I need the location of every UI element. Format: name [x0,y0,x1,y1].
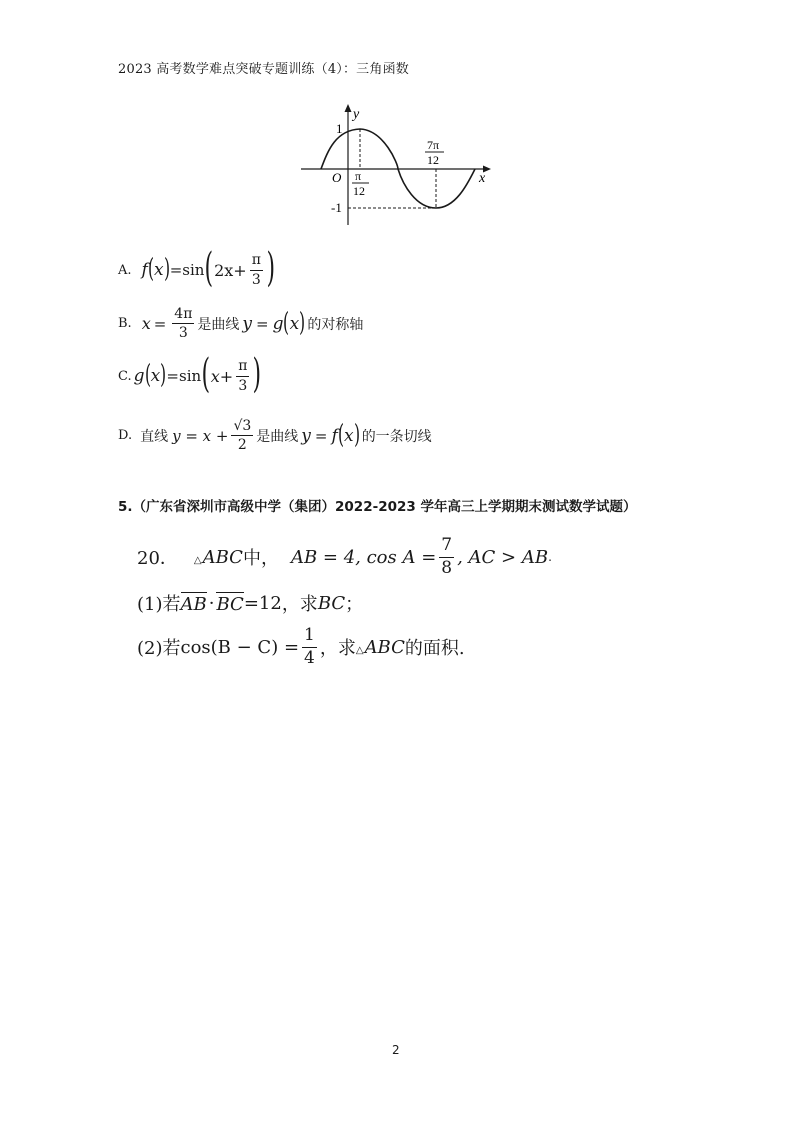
x-axis-label: x [479,171,486,186]
option-a-eq: =sin [169,261,205,279]
option-c-frac-num: π [236,358,249,376]
option-b-eq: = [153,314,167,333]
part2-prefix: (2)若 [137,638,181,660]
part1-bc: BC [317,592,346,614]
x-mark-left-den: 12 [353,184,365,198]
option-d-text3: 的一条切线 [361,428,432,445]
option-a-frac-den: 3 [251,271,261,288]
option-a-x: x [153,260,164,280]
option-d-eq: = [314,426,328,445]
option-a-f: f [141,260,148,280]
option-b-prefix: B. [118,316,132,332]
option-d-x: x [343,425,354,446]
option-d-f: f [331,425,338,446]
option-b-y: y [242,313,253,334]
option-a: A. f ( x ) =sin ( 2x+ $\frac{\pi}{3}$ ) [118,245,275,291]
option-c-frac-den: 3 [238,377,248,394]
problem-20-zhong: 中， [242,548,279,570]
part2-end: 的面积. [404,638,465,660]
option-d-frac-den: 2 [237,437,247,454]
option-d-text2: 是曲线 [256,428,299,445]
option-b-frac-den: 3 [178,325,188,342]
option-b-x2: x [289,313,300,334]
option-d-prefix: D. [118,428,133,444]
vector-ab: AB [180,593,207,615]
problem-20-cond1: AB = 4, cos A = [290,546,437,568]
problem-20-part2 [137,626,465,668]
part2-frac-den: 4 [304,647,315,668]
option-d-lhs: y = x + [172,426,229,445]
option-a-arg: 2x+ [214,260,247,280]
option-b: B. x = $\frac{4\pi}{3}$ 是曲线 y = g ( x ) 的对称轴 [118,306,364,342]
page-number: 2 [392,1043,400,1057]
option-c-eq: =sin [166,367,202,385]
problem-20-dot: . [548,550,552,565]
part1-end: ； [345,594,364,615]
option-d-fraction [231,418,253,453]
part1-eq: =12 [243,592,282,614]
option-b-frac-num: 4π [172,306,194,324]
page-header: 2023 高考数学难点突破专题训练（4）：三角函数 [118,62,409,77]
option-b-g: g [272,313,284,334]
option-c-x: x [150,366,161,386]
y-axis-label: y [353,107,360,122]
problem-20-fraction [439,536,454,578]
part2-mid: ，求 [319,638,356,660]
x-mark-left-num: π [355,169,362,183]
origin-label: O [332,170,342,185]
option-c-arg: x+ [210,366,234,386]
part2-frac-num: 1 [302,626,317,648]
y-tick-1: 1 [336,121,343,136]
part1-suffix: ，求 [281,594,318,615]
option-d-text1: 直线 [140,428,169,445]
problem-20-part1 [137,590,363,616]
option-d-frac-num: √3 [231,418,253,436]
problem-20-number: 20． [137,548,178,570]
sine-graph [298,100,498,230]
part2-fraction [302,626,317,668]
option-d: D. 直线 y = x + $\frac{√3}{2}$ 是曲线 y = f ( x ) 的一条切线 [118,418,432,454]
x-mark-right-num: 7π [427,138,440,152]
triangle-icon: △ [193,554,202,566]
dot-operator: · [208,592,215,614]
option-b-eq2: = [256,314,269,333]
y-axis-arrow [345,104,352,112]
problem-20-cond2: , AC > AB [457,546,549,568]
problem-20-stem [137,536,552,578]
x-mark-right-den: 12 [427,153,439,167]
vector-bc: BC [216,593,244,615]
option-c: C. g ( x ) =sin ( x+ $\frac{\pi}{3}$ ) [118,351,262,397]
option-c-g: g [133,366,145,386]
option-a-frac-num: π [250,252,263,270]
section-5-title: 5.（广东省深圳市高级中学（集团）2022-2023 学年高三上学期期末测试数学试题） [118,499,637,515]
option-b-text1: 是曲线 [197,316,240,333]
option-c-fraction [236,358,249,393]
triangle-icon-2: △ [355,644,364,656]
option-b-text2: 的对称轴 [307,316,364,333]
part1-prefix: (1)若 [137,594,181,615]
problem-20-frac-num: 7 [439,536,454,558]
option-a-fraction [250,252,263,287]
part2-cos: cos(B − C) = [180,636,300,658]
option-b-x: x [141,314,151,334]
option-a-prefix: A. [118,262,132,278]
part2-abc: ABC [364,636,405,658]
option-c-prefix: C. [118,368,132,384]
option-b-fraction [172,306,194,341]
y-tick-neg1: -1 [331,200,342,215]
problem-20-frac-den: 8 [441,557,453,578]
option-d-y: y [301,425,311,446]
problem-20-abc: ABC [202,546,243,568]
